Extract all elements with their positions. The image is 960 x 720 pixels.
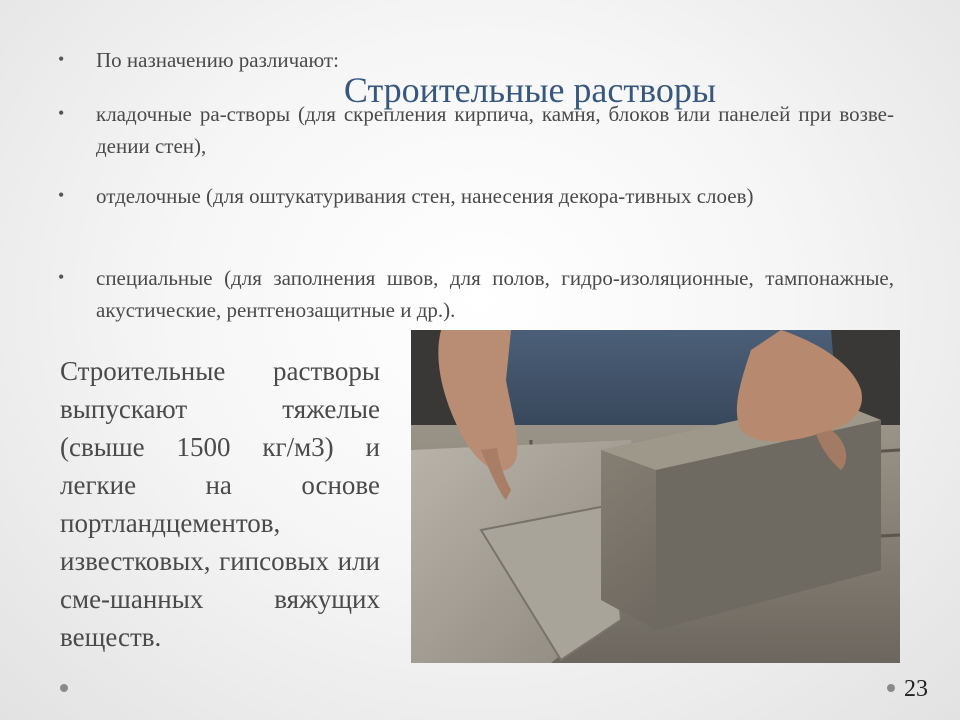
footer-dot-right [887, 684, 895, 692]
bullet-text: кладочные ра-створы (для скрепления кирпича, камня, блоков или панелей при возве-дении стен), [96, 102, 894, 158]
bricklaying-photo [411, 330, 900, 663]
bullet-icon: • [58, 267, 65, 287]
bullet-icon: • [58, 49, 65, 69]
side-paragraph: Строительные растворы выпускают тяжелые (свыше 1500 кг/м3) и легкие на основе портландцементов, известковых, гипсовых или сме-шанных вяжущих веществ. [60, 356, 380, 652]
page-number: 23 [904, 676, 928, 702]
bullet-icon: • [58, 103, 65, 123]
bullet-text: специальные (для заполнения швов, для полов, гидро-изоляционные, тампонажные, акустические, рентгенозащитные и др.). [96, 266, 894, 322]
list-item [58, 180, 894, 212]
list-item [58, 262, 894, 326]
bullet-text: отделочные (для оштукатуривания стен, нанесения декора-тивных слоев) [96, 184, 754, 208]
bullet-icon: • [58, 185, 65, 205]
footer-dot-left [60, 684, 68, 692]
slide-title: Строительные растворы [343, 70, 717, 110]
bullet-text: По назначению различают: [96, 48, 339, 72]
